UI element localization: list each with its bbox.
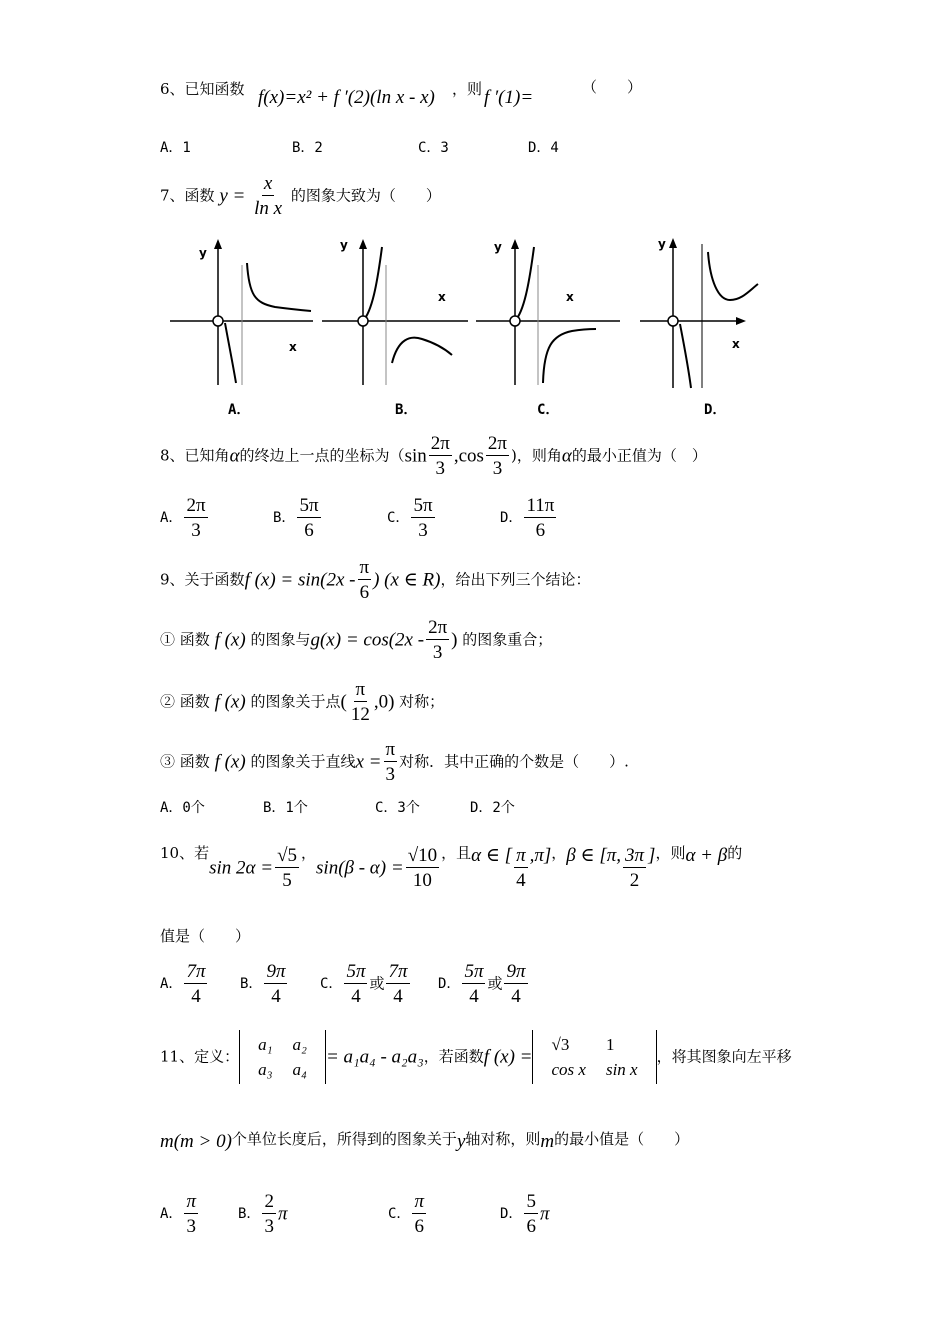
q6-ask: f ′(1)= xyxy=(484,87,534,108)
q7-a-y-label: y xyxy=(199,246,207,260)
q9-option-c[interactable]: C．3个 xyxy=(375,800,420,816)
q8-frac-sin: $\frac{2\pi}{3}$ xyxy=(430,433,450,479)
q6-text: 已知函数 xyxy=(184,80,245,98)
q7-a-x-label: x xyxy=(289,340,297,354)
q6-option-a[interactable]: A．1 xyxy=(160,140,191,156)
q9-conclusion-1: ① 函数 f (x) 的图象与g(x) = cos(2x - $\frac{2\pi}{3}$ ) 的图象重合； xyxy=(160,617,553,663)
q8-stem: 8、已知角α的终边上一点的坐标为（sin $\frac{2\pi}{3}$ ,cos $\frac{2\pi}{3}$ )，则角α的最小正值为（ ） xyxy=(160,433,707,479)
q10-stem: 10、若sin 2α = $\frac{√5}{5}$ ，sin(β - α) = $\frac{√10}{10}$ ，且α ∈ [ $\frac{\pi}{4}$ ,π]，β ∈ [π, $\frac{3\pi}{2}$ ]，则α + β的 xyxy=(160,844,743,891)
q11-option-d[interactable]: D． $\frac{5}{6}$ π xyxy=(500,1191,550,1237)
q9-option-d[interactable]: D．2个 xyxy=(470,800,515,816)
q10-option-b[interactable]: B． $\frac{9\pi}{4}$ xyxy=(240,961,286,1007)
q10-stem-line2: 值是（ ） xyxy=(160,927,251,945)
q7-b-y-label: y xyxy=(340,238,348,252)
q10-option-a[interactable]: A． $\frac{7\pi}{4}$ xyxy=(160,961,206,1007)
q7-label-b: B． xyxy=(395,402,418,418)
q7-graph-a[interactable] xyxy=(165,235,320,395)
q9-option-a[interactable]: A．0个 xyxy=(160,800,205,816)
q11-determinant-function: √3 1 cos x sin x xyxy=(532,1030,656,1084)
q11-stem: 11、定义： a₁ a₂ a₃ a₄ = a₁a₄ - a₂a₃，若函数f (x) = √3 1 cos x sin x ，将其图象向左平移 xyxy=(160,1030,792,1084)
q7-stem xyxy=(160,174,441,218)
q8-option-c[interactable]: C． $\frac{5\pi}{3}$ xyxy=(387,495,433,541)
q9-stem: 9、关于函数f (x) = sin(2x - $\frac{\pi}{6}$ ) (x ∈ R)，给出下列三个结论： xyxy=(160,557,591,603)
q8-alpha: α xyxy=(229,445,240,467)
q9-conclusion-2: ② 函数 f (x) 的图象关于点( $\frac{\pi}{12}$ ,0) 对称； xyxy=(160,679,445,725)
q7-graph-b[interactable] xyxy=(320,235,475,395)
q8-option-a[interactable]: A． $\frac{2\pi}{3}$ xyxy=(160,495,206,541)
q6-option-d[interactable]: D．4 xyxy=(528,140,559,156)
q11-option-a[interactable]: A． $\frac{\pi}{3}$ xyxy=(160,1191,196,1237)
q7-b-x-label: x xyxy=(438,290,446,304)
q6-option-b[interactable]: B．2 xyxy=(292,140,323,156)
q8-option-d[interactable]: D． $\frac{11\pi}{6}$ xyxy=(500,495,555,541)
q11-option-c[interactable]: C． $\frac{\pi}{6}$ xyxy=(388,1191,424,1237)
q10-option-d[interactable]: D． $\frac{5\pi}{4}$ 或 $\frac{9\pi}{4}$ xyxy=(438,961,526,1007)
q7-graph-d[interactable] xyxy=(638,230,793,395)
q7-label-a: A． xyxy=(228,402,251,418)
q6-stem xyxy=(160,82,245,97)
q7-graph-c[interactable] xyxy=(472,235,627,395)
q7-label-d: D． xyxy=(704,402,727,418)
q7-tail: 的图象大致为（ ） xyxy=(290,186,441,205)
q6-then: ，则 xyxy=(452,80,483,98)
q11-stem-line2: m(m > 0)个单位长度后，所得到的图象关于y轴对称，则m的最小值是（ ） xyxy=(160,1130,690,1152)
q9-conclusion-3: ③ 函数 f (x) 的图象关于直线x = $\frac{\pi}{3}$ 对称．其中正确的个数是（ ）. xyxy=(160,739,629,785)
q6-paren: （ ） xyxy=(582,78,643,96)
q7-fraction: $\frac{x}{\text{ln x}}$ xyxy=(254,173,283,219)
q7-text: 函数 xyxy=(184,186,215,205)
q10-option-c[interactable]: C． $\frac{5\pi}{4}$ 或 $\frac{7\pi}{4}$ xyxy=(320,961,408,1007)
q8-option-b[interactable]: B． $\frac{5\pi}{6}$ xyxy=(273,495,319,541)
q8-frac-cos: $\frac{2\pi}{3}$ xyxy=(487,433,508,479)
q9-option-b[interactable]: B．1个 xyxy=(263,800,308,816)
q6-number: 6、 xyxy=(160,80,185,98)
q7-y: y = xyxy=(219,185,246,207)
q7-c-x-label: x xyxy=(566,290,574,304)
q7-number: 7、 xyxy=(160,186,185,205)
q11-option-b[interactable]: B． $\frac{2}{3}$ π xyxy=(238,1191,288,1237)
q6-option-c[interactable]: C．3 xyxy=(418,140,449,156)
q11-determinant-definition: a₁ a₂ a₃ a₄ xyxy=(239,1030,326,1084)
q7-d-y-label: y xyxy=(658,237,666,251)
q6-formula: f(x)=x² + f ′(2)(ln x - x) xyxy=(258,87,435,108)
q7-c-y-label: y xyxy=(494,240,502,254)
q7-d-x-label: x xyxy=(732,337,740,351)
q7-label-c: C． xyxy=(537,402,560,418)
